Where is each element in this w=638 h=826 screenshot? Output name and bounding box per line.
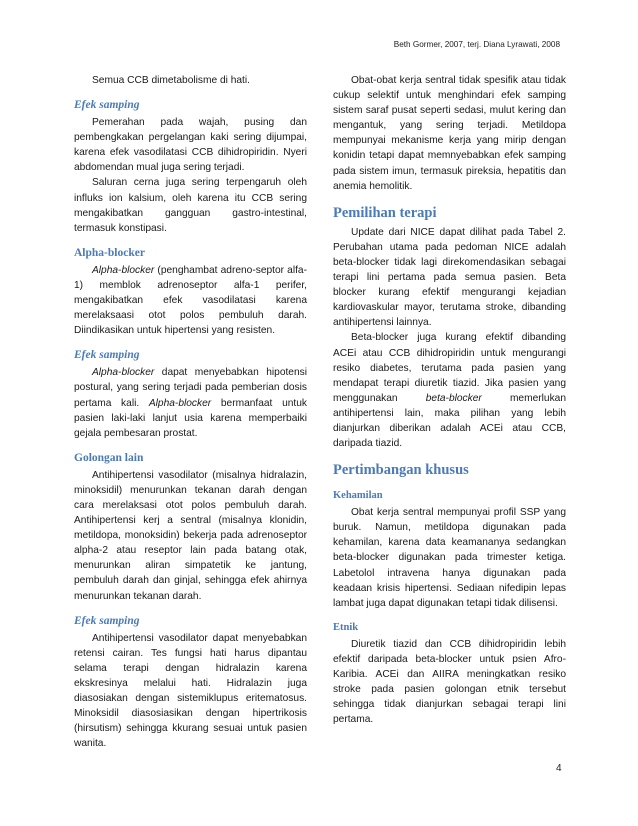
- paragraph-etnik: Diuretik tiazid dan CCB dihidropiridin lebih efektif daripada beta-blocker untuk psien Afro-Karibia. ACEi dan AIIRA meningkatkan resiko stroke pada pasien golongan etnik tersebut sehingga tidak dianjurkan sebagai terapi lini pertama.: [333, 638, 566, 726]
- paragraph-ccb-side-effects-1: Pemerahan pada wajah, pusing dan pembengkakan pergelangan kaki sering dijumpai, karena efek vasodilatasi CCB dihidropiridin. Nyeri abdomendan mual juga sering terjadi.: [74, 117, 307, 174]
- paragraph-alpha-side-effects: [74, 365, 307, 440]
- beta-blocker-text-2: memerlukan antihipertensi lain, maka pilihan yang lebih dianjurkan diberikan adalah ACEi atau CCB, daripada tiazid.: [333, 392, 566, 450]
- left-column: [74, 73, 307, 751]
- paragraph-nice-update: Update dari NICE dapat dilihat pada Tabel 2. Perubahan utama pada pedoman NICE adalah beta-blocker tidak lagi direkomendasikan sebagai terapi lini pertama pada semua pasien. Beta blocker kurang efektif mengurangi kejadian kardiovaskular mayor, terutama stroke, dibanding antihipertensi lainnya.: [333, 226, 566, 329]
- page-header-citation: Beth Gormer, 2007, terj. Diana Lyrawati, 2008: [393, 40, 560, 49]
- heading-efek-samping-ccb: Efek samping: [74, 99, 140, 112]
- heading-golongan-lain: Golongan lain: [74, 451, 144, 464]
- paragraph-golongan-lain: Antihipertensi vasodilator (misalnya hidralazin, minoksidil) menurunkan tekanan darah dengan cara merelaksasi otot polos pembuluh darah. Antihipertensi kerj a sentral (misalnya klonidin, metildopa, monoksidin) bekerja pada adrenoseptor alpha-2 atau reseptor lain pada batang otak, menurunkan aliran simpatetik ke jantung, pembuluh darah dan ginjal, sehingga efek ahirnya menurunkan tekanan darah.: [74, 469, 307, 602]
- alpha-blocker-term: Alpha-blocker: [92, 264, 155, 276]
- alpha-blocker-term: Alpha-blocker: [92, 367, 155, 379]
- paragraph-kehamilan: Obat kerja sentral mempunyai profil SSP yang buruk. Namun, metildopa digunakan pada kehamilan, karena data keamananya sedangkan beta-blocker digunakan pada trimester ketiga. Labetolol intravena hanya digunakan pada keadaan krisis hipertensi. Sediaan nifedipin lepas lambat juga dapat digunakan tetapi tidak dilisensi.: [333, 507, 566, 609]
- heading-kehamilan: Kehamilan: [333, 490, 383, 502]
- paragraph-alpha-blocker: [74, 263, 307, 338]
- heading-efek-samping-lain: Efek samping: [74, 614, 140, 627]
- paragraph-central-acting-drugs: Obat-obat kerja sentral tidak spesifik atau tidak cukup selektif untuk menghindari efek samping sistem saraf pusat seperti sedasi, mulut kering dan mengantuk, yang sering terjadi. Metildopa mempunyai mekanisme kerja yang mirip dengan konidin tetapi dapat memnyebabkan efek samping pada sistem imun, termasuk pireksia, hepatitis dan anemia hemolitik.: [333, 75, 566, 192]
- alpha-side-effects-text-1: dapat menyebabkan hipotensi postural, yang sering terjadi pada pemberian dosis pertama kali.: [74, 367, 307, 409]
- paragraph-beta-blocker-efficacy: [333, 330, 566, 451]
- heading-pertimbangan-khusus: Pertimbangan khusus: [333, 462, 469, 479]
- paragraph-ccb-metabolism: Semua CCB dimetabolisme di hati.: [92, 75, 250, 86]
- page-number: 4: [556, 763, 562, 774]
- heading-etnik: Etnik: [333, 621, 359, 633]
- beta-blocker-text-1: Beta-blocker juga kurang efektif dibanding ACEi atau CCB dihidropiridin untuk mengurangi resiko diabetes, terutama pada pasien yang mendapat terapi diuretik tiazid. Jika pasien yang menggunakan: [333, 332, 566, 404]
- heading-alpha-blocker: Alpha-blocker: [74, 246, 145, 259]
- alpha-side-effects-text-2: bermanfaat untuk pasien laki-laki lanjut usia karena memperbaiki gejala pembesaran prostat.: [74, 397, 307, 439]
- heading-pemilihan-terapi: Pemilihan terapi: [333, 204, 437, 221]
- paragraph-other-side-effects: Antihipertensi vasodilator dapat menyebabkan retensi cairan. Tes fungsi hati harus dipantau selama terapi dengan hidralazin karena ekskresinya melalui hati. Hidralazin juga diasosiakan dengan sistemiklupus eritematosus. Minoksidil diasosiasikan dengan hipertrikosis (hirsutism) sehingga kkurang sesuai untuk pasien wanita.: [74, 632, 307, 750]
- right-column: [333, 73, 566, 727]
- paragraph-ccb-side-effects-2: Saluran cerna juga sering terpengaruh oleh influks ion kalsium, oleh karena itu CCB sering mengakibatkan gangguan gastro-intestinal, termasuk konstipasi.: [74, 177, 307, 234]
- heading-efek-samping-alpha: Efek samping: [74, 349, 140, 362]
- beta-blocker-term: beta-blocker: [425, 392, 482, 404]
- alpha-blocker-text: (penghambat adreno-septor alfa-1) memblok adrenoseptor alfa-1 perifer, mengakibatkan efek vasodilatasi karena merelaksaasi otot polos pembuluh darah. Diindikasikan untuk hipertensi yang resisten.: [74, 264, 307, 337]
- alpha-blocker-term: Alpha-blocker: [148, 397, 212, 409]
